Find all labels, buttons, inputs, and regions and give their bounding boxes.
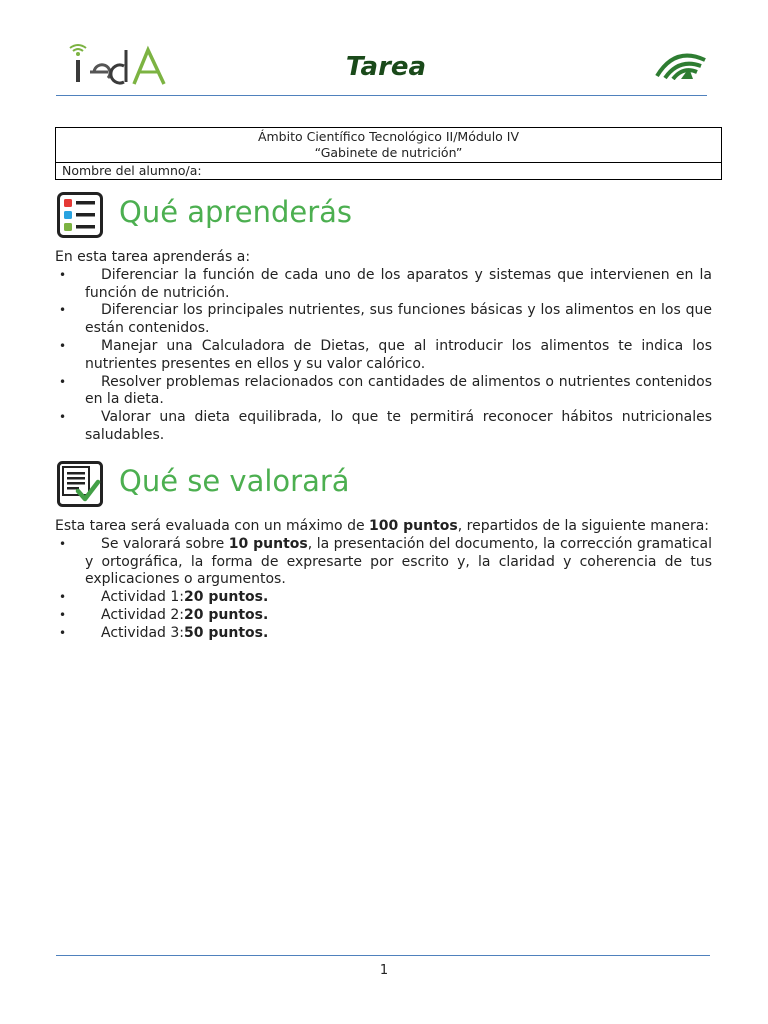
module-line: Ámbito Científico Tecnológico II/Módulo IV <box>257 129 520 144</box>
footer-divider <box>56 955 710 956</box>
list-item: • Se valorará sobre 10 puntos, la presentación del documento, la corrección gramatical y ortográfica, la forma de expresarte por escrito y, la claridad y coherencia de tus explicaciones o argumentos. <box>55 536 712 589</box>
section-assess-title: Qué se valorará <box>119 464 350 498</box>
list-item: • Diferenciar la función de cada uno de los aparatos y sistemas que intervienen en la función de nutrición. <box>55 267 712 303</box>
list-item: • Actividad 1:20 puntos. <box>55 589 712 607</box>
list-item: • Actividad 3:50 puntos. <box>55 625 712 643</box>
list-item: • Resolver problemas relacionados con cantidades de alimentos o nutrientes contenidos en la dieta. <box>55 374 712 410</box>
assessment-list <box>55 536 712 643</box>
list-item: • Valorar una dieta equilibrada, lo que te permitirá reconocer hábitos nutricionales saludables. <box>55 409 712 445</box>
checklist-icon <box>57 192 103 238</box>
student-name-field[interactable] <box>56 163 722 180</box>
list-item: • Manejar una Calculadora de Dietas, que al introducir los alimentos te indica los nutrientes presentes en ellos y su valor calórico. <box>55 338 712 374</box>
junta-andalucia-logo <box>655 50 707 80</box>
page-title: Tarea <box>345 52 427 82</box>
info-table <box>55 127 722 180</box>
section-learn-body <box>55 249 712 445</box>
info-table-heading <box>56 128 722 163</box>
learn-objectives-list <box>55 267 712 445</box>
section-assess-header <box>57 461 717 507</box>
section-assess-body <box>55 518 712 643</box>
ieda-logo-graphic <box>64 40 174 88</box>
section-assess-intro: Esta tarea será evaluada con un máximo de 100 puntos, repartidos de la siguiente manera: <box>55 518 709 534</box>
ieda-logo <box>64 40 174 88</box>
student-name-label: Nombre del alumno/a: <box>62 163 202 178</box>
section-learn-header <box>57 192 717 238</box>
list-item: • Actividad 2:20 puntos. <box>55 607 712 625</box>
document-check-icon <box>57 461 103 507</box>
task-name-line: “Gabinete de nutrición” <box>314 145 463 160</box>
section-learn-title: Qué aprenderás <box>119 195 353 229</box>
section-learn-intro: En esta tarea aprenderás a: <box>55 249 251 265</box>
header-divider <box>56 95 707 96</box>
page-number: 1 <box>379 963 389 978</box>
page-header <box>56 36 707 96</box>
list-item: • Diferenciar los principales nutrientes, sus funciones básicas y los alimentos en los que están contenidos. <box>55 302 712 338</box>
